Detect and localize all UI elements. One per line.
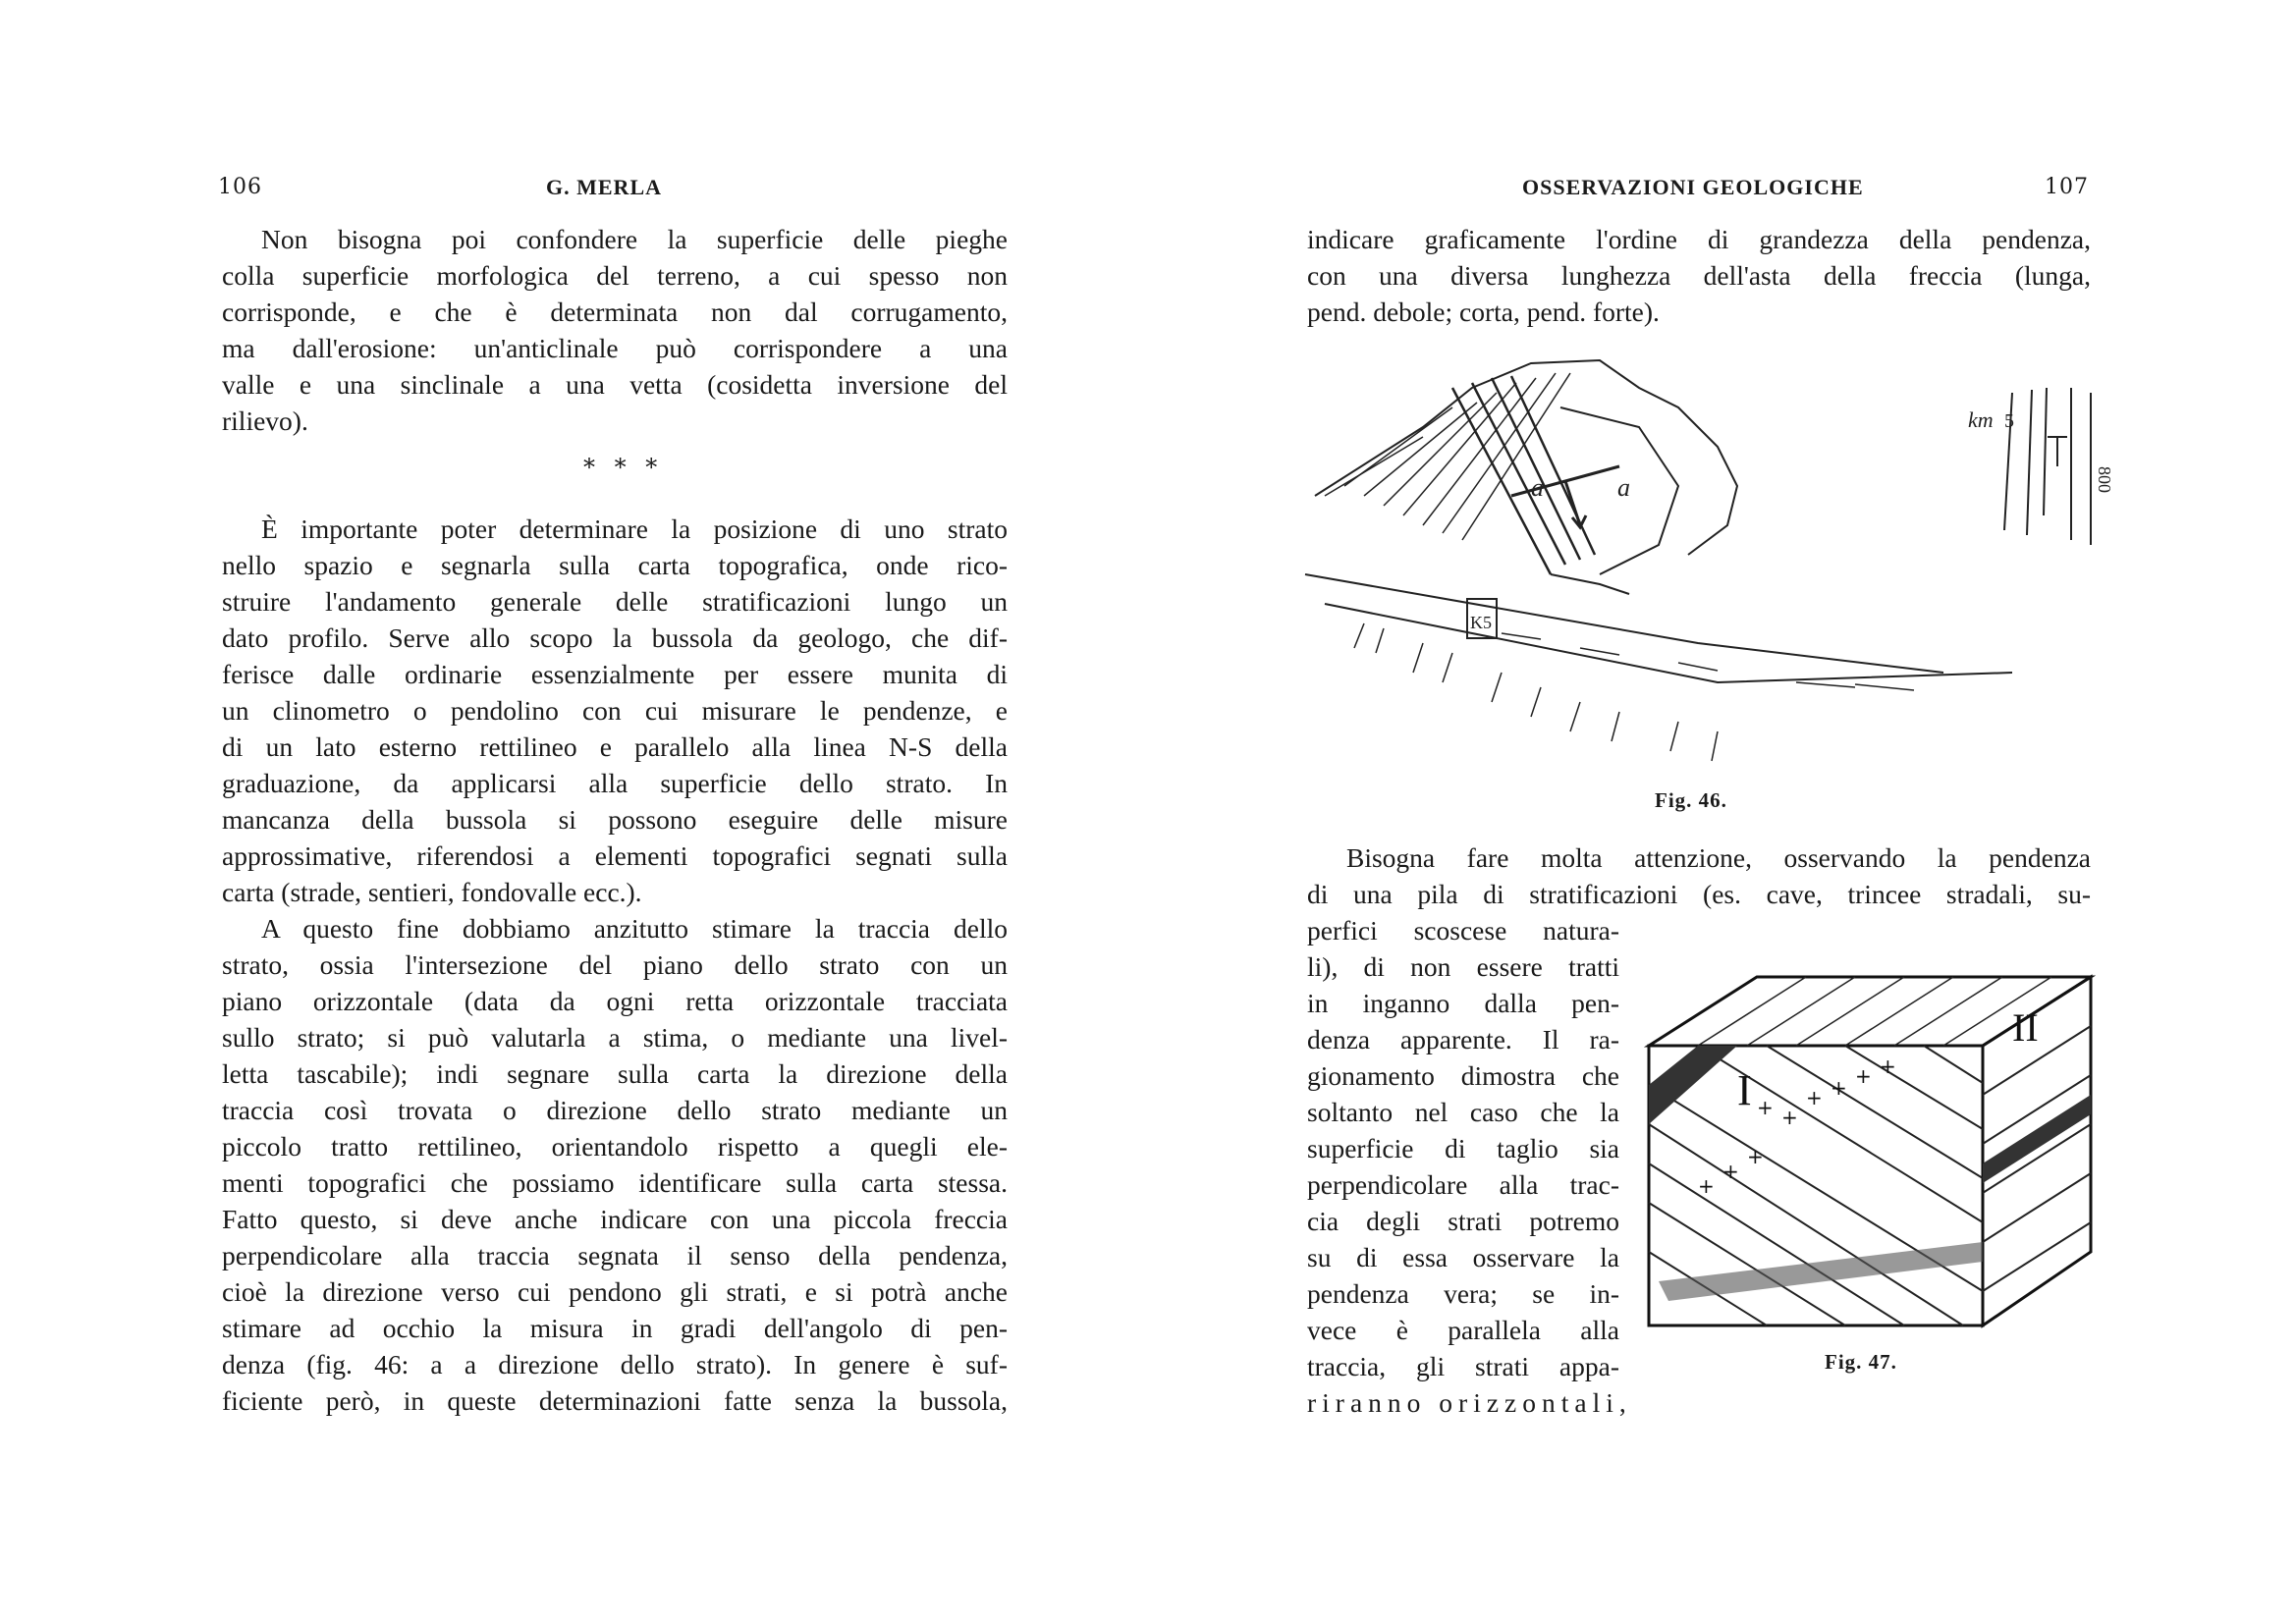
text-line: ficiente però, in queste determinazioni fatte senza la bussola,: [222, 1385, 1008, 1416]
fig46-map-num: 5: [2004, 410, 2014, 432]
text-line: pend. debole; corta, pend. forte).: [1307, 297, 1660, 327]
text-line: di un lato esterno rettilineo e parallelo alla linea N-S della: [222, 731, 1008, 762]
figure-46-caption: Fig. 46.: [1655, 788, 1727, 812]
svg-text:+: +: [1757, 1096, 1774, 1119]
page-number-right: 107: [2045, 175, 2089, 199]
svg-text:+: +: [1831, 1076, 1847, 1100]
text-line: approssimative, riferendosi a elementi topografici segnati sulla: [222, 840, 1008, 871]
fig46-label-a-right: a: [1617, 473, 1630, 502]
text-line: denza (fig. 46: a a direzione dello strato). In genere è suf-: [222, 1349, 1008, 1379]
right-page: [1148, 0, 2296, 1622]
text-line: cioè la direzione verso cui pendono gli strati, e si potrà anche: [222, 1276, 1008, 1307]
svg-text:+: +: [1880, 1054, 1896, 1078]
text-line: sullo strato; si può valutarla a stima, o mediante una livel-: [222, 1022, 1008, 1053]
figure-47-block-diagram: [1639, 967, 2101, 1335]
text-line: perfici scoscese natura-: [1307, 915, 1619, 946]
text-line: in inganno dalla pen-: [1307, 988, 1619, 1018]
text-line: mancanza della bussola si possono eseguire delle misure: [222, 804, 1008, 835]
text-line: indicare graficamente l'ordine di grandezza della pendenza,: [1307, 224, 2091, 254]
text-line: un clinometro o pendolino con cui misurare le pendenze, e: [222, 695, 1008, 726]
text-line: soltanto nel caso che la: [1307, 1097, 1619, 1127]
text-line: dato profilo. Serve allo scopo la bussola da geologo, che dif-: [222, 622, 1008, 653]
text-line: ferisce dalle ordinarie essenzialmente per essere munita di: [222, 659, 1008, 689]
fig46-milestone-label: K5: [1470, 613, 1492, 632]
svg-text:+: +: [1781, 1106, 1798, 1129]
svg-text:+: +: [1698, 1174, 1715, 1198]
text-line: stimare ad occhio la misura in gradi dell'angolo di pen-: [222, 1313, 1008, 1343]
figure-46-drawing: [1305, 349, 2114, 771]
text-line: vece è parallela alla: [1307, 1315, 1619, 1345]
text-line: perpendicolare alla trac-: [1307, 1169, 1619, 1200]
text-line: carta (strade, sentieri, fondovalle ecc.).: [222, 877, 642, 907]
text-line: perpendicolare alla traccia segnata il senso della pendenza,: [222, 1240, 1008, 1271]
fig47-label-I: I: [1737, 1066, 1752, 1114]
right-paragraph-2: [1307, 839, 2091, 912]
text-line: ma dall'erosione: un'anticlinale può corrispondere a una: [222, 333, 1008, 363]
text-line: denza apparente. Il ra-: [1307, 1024, 1619, 1054]
text-line: traccia così trovata o direzione dello strato mediante un: [222, 1095, 1008, 1125]
right-paragraph-2-narrow: [1307, 912, 1632, 1421]
left-paragraph-2: [222, 511, 1008, 910]
text-line: colla superficie morfologica del terreno, a cui spesso non: [222, 260, 1008, 291]
text-line: È importante poter determinare la posizione di uno strato: [261, 514, 1008, 544]
text-line: menti topografici che possiamo identificare sulla carta stessa.: [222, 1167, 1008, 1198]
text-line: rilievo).: [222, 406, 308, 436]
text-line: A questo fine dobbiamo anzitutto stimare la traccia dello: [261, 913, 1008, 944]
text-line: Bisogna fare molta attenzione, osservando la pendenza: [1346, 842, 2091, 873]
text-line: corrisponde, e che è determinata non dal corrugamento,: [222, 297, 1008, 327]
text-line: struire l'andamento generale delle stratificazioni lungo un: [222, 586, 1008, 617]
text-line: valle e una sinclinale a una vetta (cosidetta inversione del: [222, 369, 1008, 400]
left-paragraph-3: [222, 910, 1008, 1419]
text-line: cia degli strati potremo: [1307, 1206, 1619, 1236]
svg-text:+: +: [1722, 1160, 1739, 1183]
svg-text:+: +: [1747, 1145, 1764, 1168]
text-line: piccolo tratto rettilineo, orientandolo rispetto a quegli ele-: [222, 1131, 1008, 1162]
fig47-label-II: II: [2012, 1005, 2039, 1050]
running-head-right: OSSERVAZIONI GEOLOGICHE: [1522, 175, 1864, 199]
text-line: nello spazio e segnarla sulla carta topografica, onde rico-: [222, 550, 1008, 580]
figure-47-drawing: [1639, 967, 2101, 1335]
svg-text:+: +: [1806, 1086, 1823, 1109]
text-line: riranno orizzontali,: [1307, 1387, 1632, 1418]
text-line: con una diversa lunghezza dell'asta della freccia (lunga,: [1307, 260, 2091, 291]
text-line: gionamento dimostra che: [1307, 1060, 1619, 1091]
text-line: pendenza vera; se in-: [1307, 1278, 1619, 1309]
fig46-label-a-left: a: [1531, 473, 1544, 502]
text-line: superficie di taglio sia: [1307, 1133, 1619, 1163]
text-line: piano orizzontale (data da ogni retta orizzontale tracciata: [222, 986, 1008, 1016]
fig46-map-altitude: 800: [2095, 466, 2114, 493]
page-number-left: 106: [218, 175, 262, 199]
fig46-map-km: km: [1968, 407, 1994, 432]
right-paragraph-1: [1307, 221, 2091, 330]
svg-text:+: +: [1855, 1064, 1872, 1088]
text-line: su di essa osservare la: [1307, 1242, 1619, 1272]
text-line: Non bisogna poi confondere la superficie delle pieghe: [261, 224, 1008, 254]
left-paragraph-1: [222, 221, 1008, 439]
text-line: traccia, gli strati appa-: [1307, 1351, 1619, 1381]
text-line: graduazione, da applicarsi alla superficie dello strato. In: [222, 768, 1008, 798]
figure-46-road-cut-illustration: [1305, 349, 2114, 771]
running-head-left: G. MERLA: [546, 175, 662, 199]
text-line: letta tascabile); indi segnare sulla carta la direzione della: [222, 1058, 1008, 1089]
figure-47-caption: Fig. 47.: [1825, 1350, 1897, 1374]
text-line: di una pila di stratificazioni (es. cave, trincee stradali, su-: [1307, 879, 2091, 909]
section-separator: * * *: [583, 454, 664, 481]
text-line: strato, ossia l'intersezione del piano dello strato con un: [222, 949, 1008, 980]
text-line: Fatto questo, si deve anche indicare con una piccola freccia: [222, 1204, 1008, 1234]
text-line: li), di non essere tratti: [1307, 951, 1619, 982]
